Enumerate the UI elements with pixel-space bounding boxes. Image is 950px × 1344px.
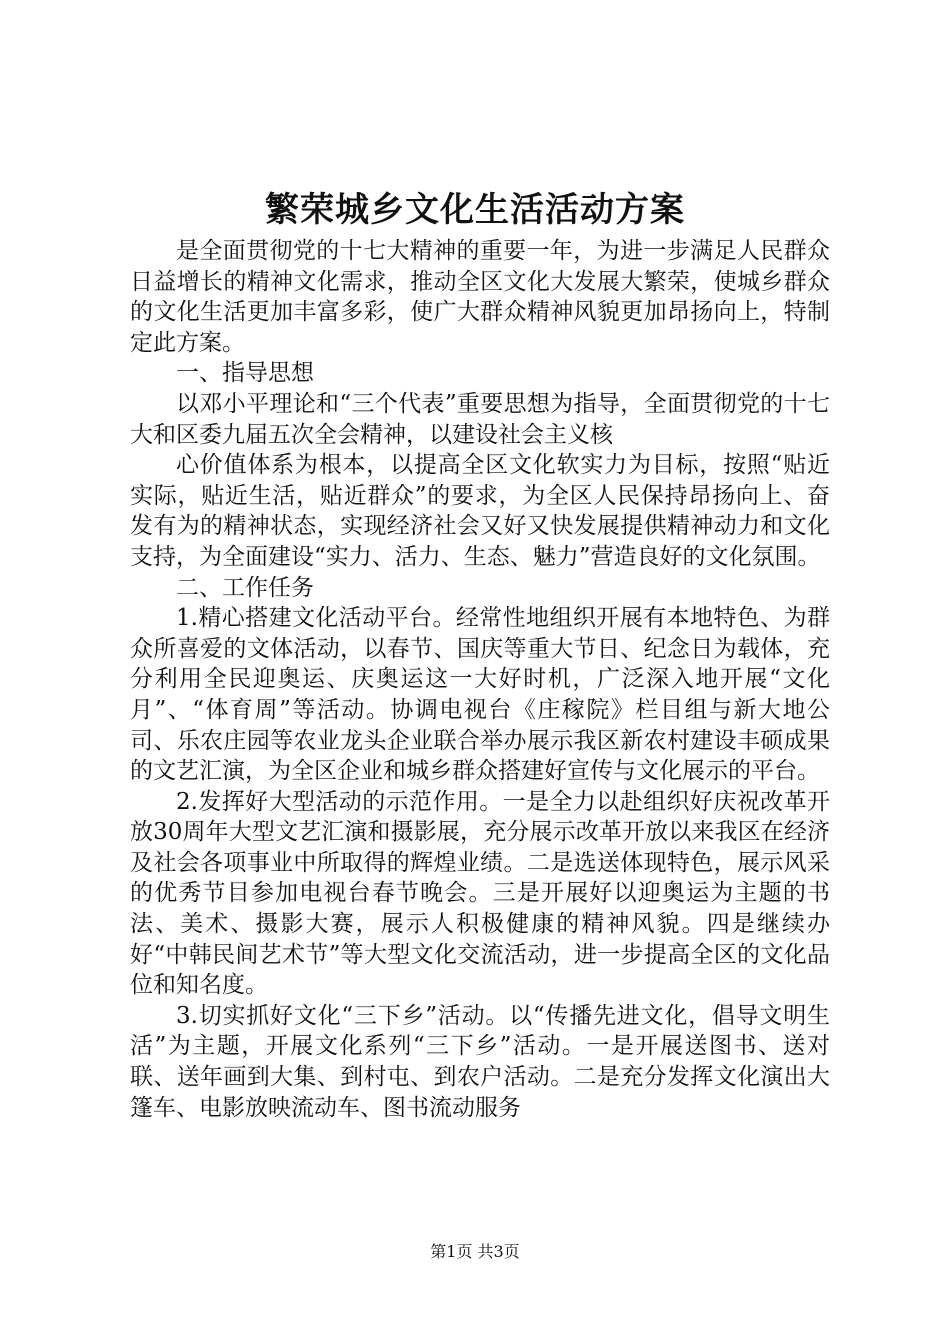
paragraph-task-3: 3.切实抓好文化“三下乡”活动。以“传播先进文化，倡导文明生活”为主题，开展文化系列“三下乡”活动。一是开展送图书、送对联、送年画到大集、到村屯、到农户活动。二是充分发挥文化演出大篷车、电影放映流动车、图书流动服务 (130, 1002, 830, 1121)
paragraph-intro: 是全面贯彻党的十七大精神的重要一年，为进一步满足人民群众日益增长的精神文化需求，推动全区文化大发展大繁荣，使城乡群众的文化生活更加丰富多彩，使广大群众精神风貌更加昂扬向上，特制定此方案。 (130, 238, 830, 356)
section-heading-guiding-thought: 一、指导思想 (176, 360, 314, 387)
paragraph-task-2: 2.发挥好大型活动的示范作用。一是全力以赴组织好庆祝改革开放30周年大型文艺汇演和摄影展，充分展示改革开放以来我区在经济及社会各项事业中所取得的辉煌业绩。二是选送体现特色，展示风采的优秀节目参加电视台春节晚会。三是开展好以迎奥运为主题的书法、美术、摄影大赛，展示人积极健康的精神风貌。四是继续办好“中韩民间艺术节”等大型文化交流活动，进一步提高全区的文化品位和知名度。 (130, 788, 830, 999)
document-title: 繁荣城乡文化生活活动方案 (265, 190, 685, 230)
paragraph-guiding-thought-2: 心价值体系为根本，以提高全区文化软实力为目标，按照“贴近实际，贴近生活，贴近群众”的要求，为全区人民保持昂扬向上、奋发有为的精神状态，实现经济社会又好又快发展提供精神动力和文化支持，为全面建设“实力、活力、生态、魅力”营造良好的文化氛围。 (130, 452, 830, 570)
paragraph-task-1: 1.精心搭建文化活动平台。经常性地组织开展有本地特色、为群众所喜爱的文体活动，以春节、国庆等重大节日、纪念日为载体，充分利用全民迎奥运、庆奥运这一大好时机，广泛深入地开展“文化月”、“体育周”等活动。协调电视台《庄稼院》栏目组与新大地公司、乐农庄园等农业龙头企业联合举办展示我区新农村建设丰硕成果的文艺汇演，为全区企业和城乡群众搭建好宣传与文化展示的平台。 (130, 605, 830, 785)
paragraph-guiding-thought-1: 以邓小平理论和“三个代表”重要思想为指导，全面贯彻党的十七大和区委九届五次全会精神，以建设社会主义核 (130, 390, 830, 448)
document-body (130, 236, 830, 1123)
page-number-footer: 第1页 共3页 (430, 1242, 520, 1261)
section-heading-work-tasks: 二、工作任务 (176, 574, 314, 601)
